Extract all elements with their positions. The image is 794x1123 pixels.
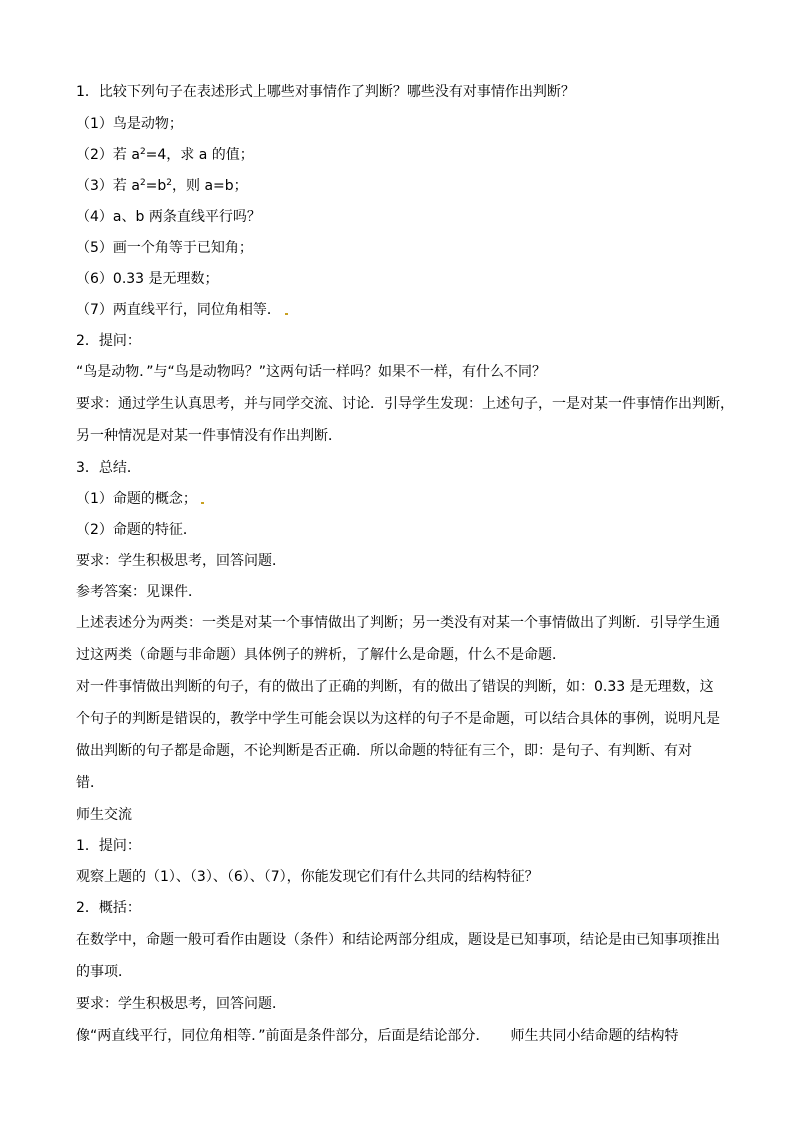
sentence-3: （3）若 $a^2=b^2$，则 a=b； [76, 178, 248, 194]
requirement-2: 要求：学生积极思考，回答问题． [76, 553, 286, 569]
summary-item-1: （1）命题的概念； [76, 491, 204, 507]
sentence-5: （5）画一个角等于已知角； [76, 240, 253, 256]
paragraph-2-line-4: 错． [76, 775, 104, 791]
sentence-1: （1）鸟是动物； [76, 116, 183, 132]
paragraph-3-line-1: 在数学中，命题一般可看作由题设（条件）和结论两部分组成，题设是已知事项，结论是由已知事项推出 [76, 932, 720, 948]
paragraph-2-line-1: 对一件事情做出判断的句子，有的做出了正确的判断，有的做出了错误的判断，如：0.33 是无理数，这 [76, 679, 714, 695]
paragraph-4-line-1: 像“两直线平行，同位角相等．”前面是条件部分，后面是结论部分． 师生共同小结命题的结构特 [76, 1028, 679, 1044]
sentence-6: （6）0.33 是无理数； [76, 271, 219, 287]
paragraph-1-line-2: 过这两类（命题与非命题）具体例子的辨析，了解什么是命题，什么不是命题． [76, 647, 566, 663]
question-3-heading: 3．总结． [76, 460, 141, 476]
question-2-text: “鸟是动物．”与“鸟是动物吗？”这两句话一样吗？如果不一样，有什么不同？ [76, 364, 547, 380]
sentence-2: （2）若 $a^2=4$，求 a 的值； [76, 147, 254, 163]
sentence-7: （7）两直线平行，同位角相等． [76, 302, 288, 318]
requirement-1-line-1: 要求：通过学生认真思考，并与同学交流、讨论．引导学生发现：上述句子，一是对某一件事情作出判断， [76, 396, 734, 412]
question-b1-heading: 1．提问： [76, 838, 141, 854]
paragraph-3-line-2: 的事项． [76, 964, 132, 980]
edit-mark [201, 502, 204, 504]
question-b1-text: 观察上题的（1）、（3）、（6）、（7），你能发现它们有什么共同的结构特征？ [76, 869, 539, 885]
section-heading: 师生交流 [76, 807, 132, 823]
paragraph-1-line-1: 上述表述分为两类：一类是对某一个事情做出了判断；另一类没有对某一个事情做出了判断．引导学生通 [76, 615, 720, 631]
requirement-3: 要求：学生积极思考，回答问题． [76, 996, 286, 1012]
paragraph-2-line-3: 做出判断的句子都是命题，不论判断是否正确．所以命题的特征有三个，即：是句子、有判断、有对 [76, 743, 692, 759]
question-1-heading: 1．比较下列句子在表述形式上哪些对事情作了判断？哪些没有对事情作出判断？ [76, 84, 575, 100]
sentence-4: （4）a、b 两条直线平行吗？ [76, 209, 261, 225]
question-b2-heading: 2．概括： [76, 900, 141, 916]
edit-mark [285, 313, 288, 315]
requirement-1-line-2: 另一种情况是对某一件事情没有作出判断． [76, 428, 342, 444]
question-2-heading: 2．提问： [76, 333, 141, 349]
paragraph-2-line-2: 个句子的判断是错误的，教学中学生可能会误以为这样的句子不是命题，可以结合具体的事例，说明凡是 [76, 711, 720, 727]
reference-answer: 参考答案：见课件． [76, 584, 202, 600]
summary-item-2: （2）命题的特征． [76, 522, 197, 538]
